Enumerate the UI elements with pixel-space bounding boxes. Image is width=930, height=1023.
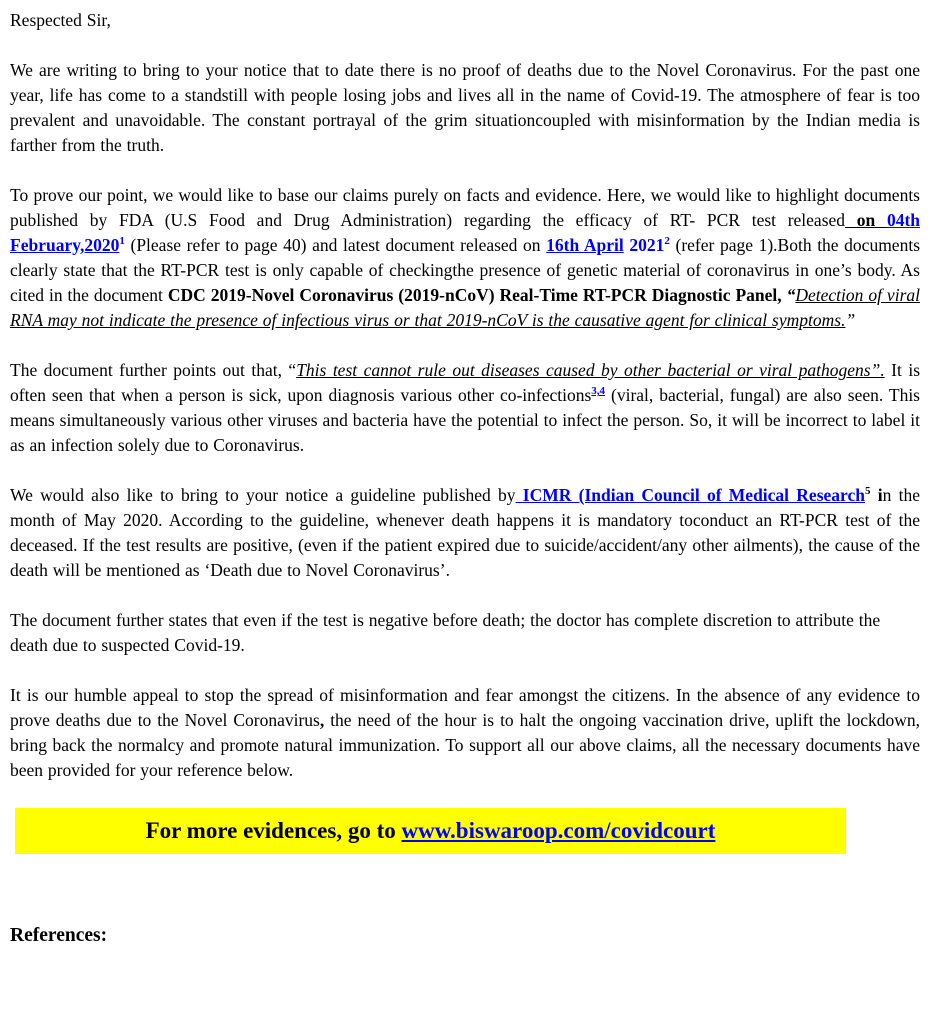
link-04th-february-2020[interactable]: 04th February,2020 (10, 210, 921, 255)
text-run: (refer page 1).Both the documents clearly state that the RT-PCR test is only capable of checkingthe presence of genetic material of coronavirus in one’s body. As cited in the document (10, 235, 921, 305)
text-run: , (319, 710, 325, 730)
text-run: For more evidences, go to (145, 818, 402, 843)
ref-superscript-2[interactable]: 2 (664, 235, 670, 248)
ref-superscript-5: 5 (864, 485, 871, 498)
text-run: The document further states that even if the test is negative before death; the doctor has complete discretion to attribute the death due to suspected Covid-19. (10, 610, 881, 655)
text-run: ” (845, 310, 856, 330)
paragraph-icmr-guideline (10, 483, 920, 583)
link-16th-april-2021-year[interactable]: 2021 (623, 235, 665, 255)
text-run: the need of the hour is to halt the ongoing vaccination drive, uplift the lockdown, bring back the normalcy and promote natural immunization. To support all our above claims, all the necessary documents have been provided for your reference below. (10, 710, 920, 780)
paragraph-coinfections (10, 358, 920, 458)
text-run: (viral, bacterial, fungal) are also seen. This means simultaneously various other viruses and bacteria have the potential to infect the person. So, it will be incorrect to label it as an infection solely due to Coronavirus. (10, 385, 920, 455)
text-run: Detection of viral RNA may not indicate the presence of infectious virus or that 2019-nCoV is the causative agent for clinical symptoms (10, 285, 920, 330)
text-run: To prove our point, we would like to base our claims purely on facts and evidence. Here, we would like to highlight documents published by FDA (U.S Food and Drug Administration) regarding the efficacy of RT- PCR test released (10, 185, 920, 230)
text-run: on (845, 210, 887, 230)
evidence-banner (15, 808, 846, 854)
salutation (10, 8, 920, 33)
link-16th-april-2021[interactable]: 16th April (546, 235, 624, 255)
text-run: CDC 2019-Novel Coronavirus (2019-nCoV) Real-Time RT-PCR Diagnostic Panel, (167, 285, 787, 305)
paragraph-doctor-discretion (10, 608, 920, 658)
link-icmr-guideline[interactable]: ICMR (Indian Council of Medical Research (515, 485, 865, 505)
link-biswaroop-covidcourt[interactable]: www.biswaroop.com/covidcourt (401, 818, 716, 843)
text-run: n the month of May 2020. According to the guideline, whenever death happens it is mandatory toconduct an RT-PCR test of the deceased. If the test results are positive, (even if the patient expired due to suicide/accident/any other ailments), the cause of the death will be mentioned as ‘Death due to Novel Coronavirus’. (10, 485, 921, 580)
text-run: It is often seen that when a person is sick, upon diagnosis various other co-infections (10, 360, 921, 405)
paragraph-no-proof-of-deaths (10, 58, 920, 158)
text-run: . (841, 310, 846, 330)
text-run: The document further points out that, “ (10, 360, 297, 380)
text-run: “ (786, 285, 796, 305)
text-run: (Please refer to page 40) and latest document released on (124, 235, 547, 255)
text-run: Respected Sir, (10, 10, 111, 30)
text-run: We are writing to bring to your notice that to date there is no proof of deaths due to the Novel Coronavirus. For the past one year, life has come to a standstill with people losing jobs and lives all in the name of Covid-19. The atmosphere of fear is too prevalent and unavoidable. The constant portrayal of the grim situationcoupled with misinformation by the Indian media is farther from the truth. (10, 60, 920, 155)
references-heading: References: (10, 925, 108, 946)
text-run (870, 485, 877, 505)
ref-superscript-3-4[interactable]: 3,4 (591, 385, 606, 398)
text-run: It is our humble appeal to stop the spread of misinformation and fear amongst the citizens. In the absence of any evidence to prove deaths due to the Novel Coronavirus (10, 685, 920, 730)
ref-superscript-1[interactable]: 1 (119, 235, 125, 248)
text-run: We would also like to bring to your notice a guideline published by (10, 485, 516, 505)
paragraph-appeal (10, 683, 920, 783)
text-run: This test cannot rule out diseases caused by other bacterial or viral pathogens”. (296, 360, 885, 380)
text-run: i (877, 485, 883, 505)
paragraph-fda-documents (10, 183, 920, 333)
